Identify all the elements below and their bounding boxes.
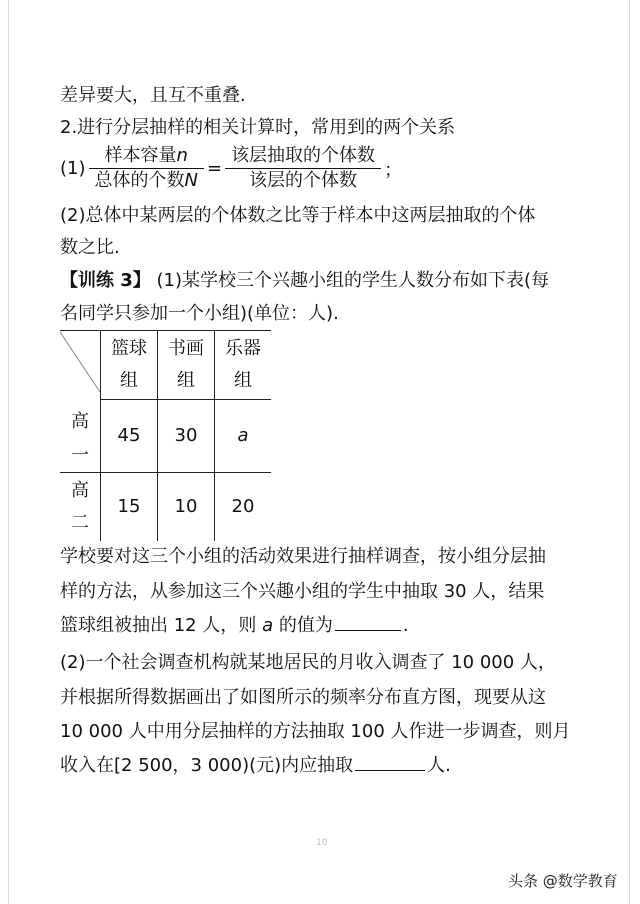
row-label-1-top: 高 [71,410,89,432]
page-left-edge [8,0,9,904]
watermark-text: 头条 @数学教育 [508,872,618,890]
text-q-2: 并根据所得数据画出了如图所示的频率分布直方图，现要从这 [60,687,546,708]
table-corner-cell [60,331,101,473]
left-denominator: 总体的个数N [94,170,198,191]
right-fraction [225,145,381,192]
formula-end: ； [384,159,403,181]
table-cell: 30 [158,400,215,473]
training-text: (1)某学校三个兴趣小组的学生人数分布如下表(每 [150,270,550,291]
left-numerator: 样本容量n [89,145,204,169]
formula-label: (1) [60,158,86,179]
right-denominator: 该层的个体数 [249,170,358,191]
answer-blank-2 [355,754,425,771]
text-line-5: 数之比. [60,237,120,258]
left-fraction [89,145,204,192]
text-line-7: 名同学只参加一个小组)(单位：人). [60,303,339,324]
interest-group-table [60,330,271,541]
training-3-line [60,269,549,293]
text-q-3: 10 000 人中用分层抽样的方法抽取 100 人作进一步调查，则月 [60,721,571,742]
training-tag: 【训练 3】 [60,270,151,291]
row-label-1-bottom: 一 [71,444,89,466]
text-q-4: 收入在[2 500，3 000)(元)内应抽取 人. [60,755,451,776]
table-cell: a [215,400,272,473]
header-calligraphy: 书画 组 [158,331,215,400]
text-line-2: 2.进行分层抽样的相关计算时，常用到的两个关系 [60,117,456,138]
row-label-2: 高 二 [60,473,101,542]
table-cell: 45 [101,400,158,473]
text-line-4: (2)总体中某两层的个体数之比等于样本中这两层抽取的个体 [60,205,536,226]
page-number: 10 [316,838,328,848]
table-cell: 10 [158,473,215,542]
header-instrument: 乐器 组 [215,331,272,400]
right-numerator: 该层抽取的个体数 [225,145,381,169]
text-line-1: 差异要大，且互不重叠. [60,85,246,106]
equals-sign: = [206,158,223,179]
text-para-2: 样的方法，从参加这三个兴趣小组的学生中抽取 30 人，结果 [60,581,545,602]
page-right-edge [629,0,630,904]
watermark [508,870,618,891]
text-para-1: 学校要对这三个小组的活动效果进行抽样调查，按小组分层抽 [60,546,546,567]
table-cell: 20 [231,496,255,517]
text-q-1: (2)一个社会调查机构就某地居民的月收入调查了 10 000 人， [60,652,556,673]
variable-a: a [262,615,274,636]
ratio-formula [60,145,402,192]
text-para-3: 篮球组被抽出 12 人，则 a 的值为 . [60,615,409,636]
header-basketball: 篮球 组 [101,331,158,400]
answer-blank-1 [335,614,401,631]
table-cell: 15 [101,473,158,542]
